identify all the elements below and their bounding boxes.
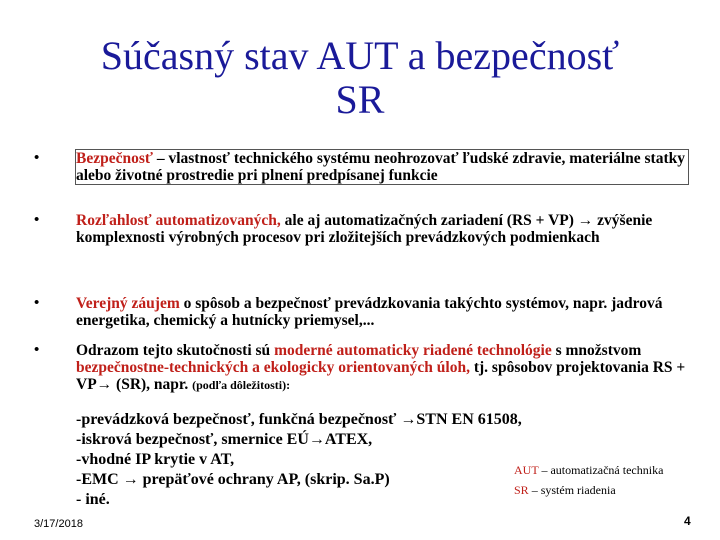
sub-item-text: -iskrová bezpečnosť, smernice EÚ→ATEX, (76, 431, 373, 448)
bullet-text (76, 212, 688, 246)
sub-item-text: -prevádzková bezpečnosť, funkčná bezpečnosť →STN EN 61508, (76, 411, 522, 428)
bullet-icon: • (34, 150, 40, 166)
bullet-highlight: Rozľahlosť automatizovaných, (76, 212, 281, 229)
legend-aut (514, 460, 663, 480)
slide-title-line-2: SR (335, 77, 385, 122)
bullet-note: (podľa dôležitosti): (192, 378, 291, 392)
abbreviation-legend (514, 460, 663, 500)
slide-date: 3/17/2018 (34, 518, 83, 530)
bullet-body: Odrazom tejto skutočnosti sú (76, 342, 275, 359)
bullet-highlight: moderné automaticky riadené technológie (274, 342, 552, 359)
bullet-highlight: Bezpečnosť (76, 150, 153, 167)
legend-text: – systém riadenia (528, 483, 616, 497)
bullet-body: ale aj automatizačných zariadení (RS + VP) → zvýšenie komplexnosti výrobných procesov pri zložitejších prevádzkových podmienkach (76, 212, 653, 246)
sub-item (76, 470, 522, 490)
sub-item-text: -EMC → prepäťové ochrany AP, (skrip. Sa.P) (76, 471, 390, 488)
sub-item (76, 430, 522, 450)
bullet-text (76, 342, 688, 394)
bullet-icon: • (34, 295, 40, 311)
bullet-highlight: bezpečnostne-technických a ekologicky orientovaných úloh, (76, 359, 470, 376)
sub-item (76, 410, 522, 430)
slide-title (40, 34, 680, 122)
sub-item (76, 490, 522, 510)
bullet-icon: • (34, 342, 40, 358)
bullet-body: tj. spôsobov projektovania RS + VP→ (SR), napr. (76, 359, 686, 393)
legend-sr (514, 480, 663, 500)
page-number: 4 (684, 514, 691, 528)
sub-item (76, 450, 522, 470)
legend-abbr: AUT (514, 463, 539, 477)
bullet-body: o spôsob a bezpečnosť prevádzkovania takýchto systémov, napr. jadrová energetika, chemický a hutnícky priemysel,... (76, 295, 663, 329)
bullet-icon: • (34, 212, 40, 228)
legend-abbr: SR (514, 483, 529, 497)
bullet-body: s množstvom (551, 342, 642, 359)
slide-title-line-1: Súčasný stav AUT a bezpečnosť (100, 33, 620, 78)
sub-item-list (76, 410, 522, 510)
legend-text: – automatizačná technika (538, 463, 664, 477)
bullet-body: – vlastnosť technického systému neohrozovať ľudské zdravie, materiálne statky alebo životné prostredie pri plnení predpísanej funkcie (76, 150, 686, 184)
bullet-text (76, 295, 688, 329)
sub-item-text: - iné. (76, 491, 110, 508)
bullet-highlight: Verejný záujem (76, 295, 180, 312)
bullet-text (76, 150, 688, 184)
sub-item-text: -vhodné IP krytie v AT, (76, 451, 235, 468)
